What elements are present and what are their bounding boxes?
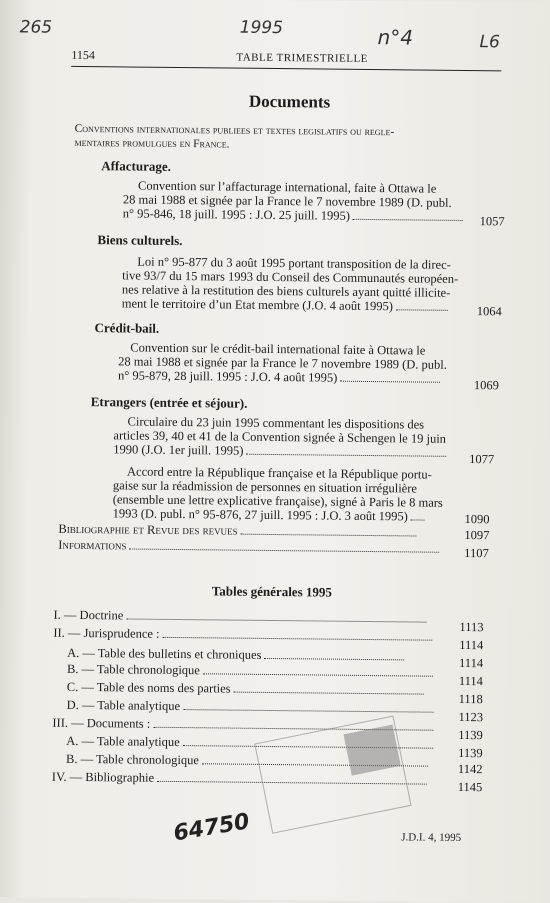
entry-line: Circulaire du 23 juin 1995 commentant les dispositions des (127, 414, 425, 432)
footer-citation: J.D.I. 4, 1995 (401, 831, 462, 844)
page-ref: 1113 (459, 619, 484, 635)
running-header (71, 48, 501, 72)
entry-line: Convention sur l’affacturage international, faite à Ottawa le (137, 178, 437, 196)
toc-entry: II. — Jurisprudence : (53, 626, 432, 644)
tables-title: Tables générales 1995 (211, 583, 333, 600)
header-title: TABLE TRIMESTRIELLE (236, 51, 368, 65)
toc-entry: A. — Table analytique (66, 734, 433, 752)
page-ref: 1057 (479, 214, 505, 229)
toc-entry: I. — Doctrine (53, 608, 426, 626)
page-ref: 1114 (458, 673, 484, 689)
toc-entry: B. — Table chronologique (67, 662, 433, 680)
page-ref: 1064 (476, 304, 502, 319)
page-ref: 1090 (464, 512, 490, 527)
toc-entry: Bibliographie et Revue des revues (58, 522, 416, 540)
entry-line: (ensemble une lettre explicative française), signé à Paris le 8 mars (112, 492, 443, 510)
entry-line: n° 95-879, 28 juill. 1995 : J.O. 4 août 1995) (118, 368, 440, 385)
toc-entry: III. — Documents : (52, 716, 433, 734)
page-title: Documents (248, 91, 331, 112)
page-ref: 1139 (458, 745, 483, 761)
section-heading: Etrangers (entrée et séjour). (90, 394, 248, 411)
entry-line: nes relative à la restitution des biens culturels ayant quitté illicite- (121, 282, 451, 300)
toc-entry: IV. — Bibliographie (52, 770, 427, 788)
entry-line: Accord entre la République française et la République portu- (126, 464, 432, 482)
entry-line: Loi n° 95-877 du 3 août 1995 portant transposition de la direc- (137, 254, 451, 272)
section-heading: Crédit-bail. (94, 320, 160, 336)
entry-line: 28 mai 1988 et signée par la France le 7 novembre 1989 (D. publ. (118, 354, 447, 372)
handwritten-note: 265 (19, 17, 53, 38)
page-ref: 1107 (464, 546, 489, 561)
intro-line: Conventions internationales publiees et textes legislatifs ou regle- (74, 122, 395, 139)
entry-line: ment le territoire d’un Etat membre (J.O. 4 août 1995) (122, 296, 448, 313)
page-ref: 1097 (464, 528, 490, 543)
intro-line: mentaires promulgues en France. (74, 136, 230, 151)
entry-line: 1993 (D. publ. n° 95-876, 27 juill. 1995 : J.O. 3 août 1995) (113, 506, 426, 523)
inventory-number: 64750 (171, 809, 252, 847)
toc-entry: C. — Table des noms des parties (67, 680, 424, 698)
page-ref: 1123 (458, 709, 484, 725)
entry-line: gaise sur la réadmission de personnes en situation irrégulière (112, 478, 418, 496)
entry-line: Convention sur le crédit-bail international faite à Ottawa le (130, 340, 426, 358)
entry-line: 28 mai 1988 et signée par la France le 7 novembre 1989 (D. publ. (122, 192, 452, 210)
section-heading: Biens culturels. (97, 232, 183, 249)
entry-line: tive 93/7 du 15 mars 1993 du Conseil des Communautés européen- (122, 268, 459, 286)
toc-entry: D. — Table analytique (67, 698, 434, 716)
toc-entry: A. — Table des bulletins et chroniques (67, 646, 405, 664)
page-ref: 1118 (458, 691, 483, 707)
handwritten-note: n°4 (377, 25, 414, 50)
page-ref: 1142 (457, 761, 483, 777)
page-ref: 1077 (469, 452, 495, 467)
page-ref: 1145 (457, 779, 483, 795)
entry-line: 1990 (J.O. 1er juill. 1995) (113, 442, 446, 459)
entry-line: articles 39, 40 et 41 de la Convention signée à Schengen le 19 juin (113, 428, 447, 446)
page-ref: 1114 (458, 655, 484, 671)
page-ref: 1114 (459, 637, 484, 653)
toc-entry: B. — Table chronologique (66, 752, 428, 770)
toc-entry: Informations (58, 538, 439, 556)
entry-line: n° 95-846, 18 juill. 1995 : J.O. 25 juill. 1995) (123, 206, 463, 224)
handwritten-note: 1995 (239, 17, 284, 39)
page-ref: 1069 (473, 378, 500, 393)
page-ref: 1139 (458, 727, 483, 743)
page-number: 1154 (71, 47, 96, 63)
handwritten-note: L6 (479, 32, 500, 53)
section-heading: Affacturage. (101, 158, 172, 174)
